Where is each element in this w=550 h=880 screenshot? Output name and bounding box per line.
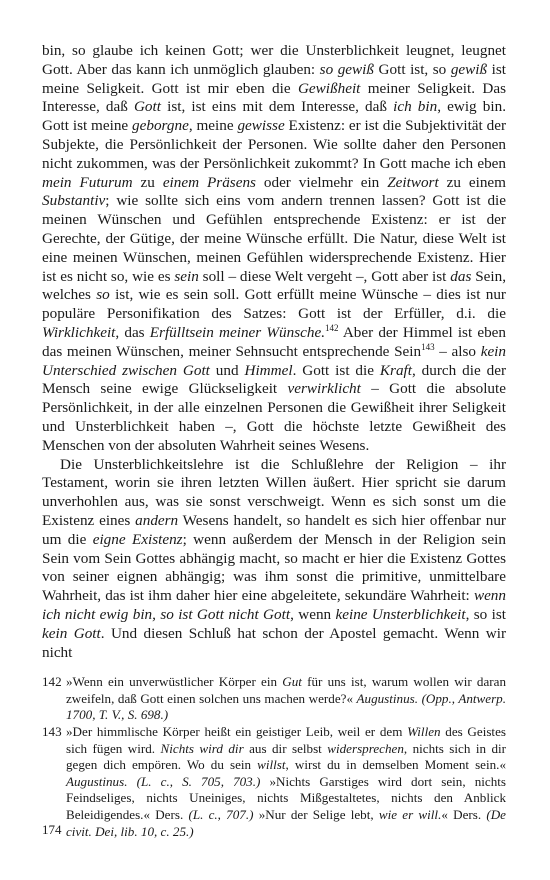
footnote-ref: 142 bbox=[325, 322, 339, 333]
text-run: »Nur der Selige lebt, bbox=[253, 807, 379, 823]
emphasis: verwirklicht bbox=[287, 380, 361, 398]
text-run: meiner Seligkeit. Das Interesse, daß bbox=[42, 79, 506, 116]
text-run: , nichts sich in dir gegen dich empören. Wo du sein bbox=[66, 740, 507, 773]
text-run: Gott ist, so bbox=[374, 60, 451, 78]
emphasis: widersprechen bbox=[327, 740, 404, 756]
text-run: . Und diesen Schluß hat schon der Apostel gemacht. Wenn wir nicht bbox=[42, 624, 507, 661]
text-run: – Gott die absolute Persönlichkeit, in der alle einzelnen Personen die Gewißheit ihrer Seligkeit und Unsterblichkeit haben –, Gott die höchste letzte Gewißheit des Menschen von der absoluten Wahrheit seines Wesens. bbox=[42, 380, 506, 454]
text-run: , wenn bbox=[290, 605, 336, 623]
main-text bbox=[42, 42, 506, 662]
emphasis: sein bbox=[174, 267, 199, 285]
text-run: oder vielmehr ein bbox=[255, 173, 388, 191]
emphasis: ich bin bbox=[393, 98, 438, 116]
paragraph-1 bbox=[42, 42, 506, 456]
footnote-number: 143 bbox=[42, 724, 62, 740]
footnote bbox=[42, 724, 506, 840]
text-run: – also bbox=[434, 342, 481, 360]
footnote bbox=[42, 674, 506, 724]
footnote-text bbox=[66, 724, 506, 840]
text-run: für uns ist, warum wollen wir daran zweifeln, daß Gott einen solchen uns machen werde?« bbox=[66, 674, 506, 706]
footnote-number: 142 bbox=[42, 674, 62, 690]
emphasis: Kraft bbox=[379, 361, 412, 379]
text-run: , durch die der Mensch seine ewige Glückseligkeit bbox=[42, 361, 507, 398]
text-run: und bbox=[209, 361, 245, 379]
text-run: Wesens handelt, so handelt es sich hier offenbar nur um die bbox=[42, 511, 506, 548]
emphasis: (De civit. Dei, lib. 10, c. 25.) bbox=[66, 807, 506, 839]
text-run: ; wie sollte sich eins vom andern trennen lassen? Gott ist die meinen Wünschen und Gefühlen entsprechende Existenz: er ist der Gerechte, der Gütige, der meine Wünsche erfüllt. Die Natur, diese Welt ist eine meinen Wünschen, meinen Gefühlen widersprechende Existenz. Hier ist es nicht so, wie es bbox=[42, 192, 506, 285]
text-run: aus dir selbst bbox=[243, 740, 328, 756]
footnote-ref: 143 bbox=[421, 341, 435, 352]
emphasis: gewiß bbox=[450, 60, 488, 78]
emphasis: geborgne bbox=[132, 117, 189, 135]
emphasis: keine Unsterblichkeit bbox=[335, 605, 466, 623]
book-page bbox=[42, 42, 506, 840]
emphasis: Augustinus. (Opp., Antwerp. 1700, T. V., S. 698.) bbox=[66, 690, 506, 723]
text-run: ist, ist eins mit dem Interesse, daß bbox=[160, 98, 394, 116]
paragraph-2 bbox=[42, 456, 506, 663]
text-run: Sein, welches bbox=[42, 267, 507, 304]
emphasis: so gewiß bbox=[319, 60, 374, 78]
text-run: . Gott ist die bbox=[292, 361, 380, 379]
emphasis: wenn ich nicht ewig bin, so ist Gott nicht Gott bbox=[42, 587, 506, 623]
text-run: »Nichts Garstiges wird dort sein, nichts Feindseliges, nichts Uneiniges, nichts Mißgestaltetes, nichts den Anblick Beleidigendes.« Ders. bbox=[66, 773, 507, 823]
emphasis: Substantiv bbox=[42, 192, 106, 210]
text-run: ; wenn außerdem der Mensch in der Religion sein Sein vom Sein Gottes abhängig macht, so macht er hier die Existenz Gottes von seiner eignen abhängig; was ihm sonst die primitive, unmittelbare Wahrheit, das ist ihm daher hier eine abgeleitete, sekundäre Wahrheit: bbox=[42, 530, 506, 605]
text-run: , ewig bin. Gott ist meine bbox=[42, 98, 506, 135]
emphasis: das bbox=[450, 267, 472, 285]
emphasis: Gott bbox=[133, 98, 161, 116]
footnote-text bbox=[66, 674, 506, 724]
text-run: »Der himmlische Körper heißt ein geistiger Leib, weil er dem bbox=[66, 724, 408, 740]
text-run: Existenz: er ist die Subjektivität der Subjekte, die Persönlichkeit der Personen. Wie sollte daher den Personen nicht zukommen, was der Persönlichkeit zukommt? In Gott mache ich eben bbox=[42, 117, 507, 172]
text-run: , wirst du in demselben Moment sein.« bbox=[285, 757, 506, 773]
emphasis: gewisse bbox=[237, 117, 285, 135]
text-run: ist, wie es sein soll. Gott erfüllt meine Wünsche – dies ist nur populäre Personifikation des Satzes: Gott ist der Erfüller, d.i. die bbox=[42, 286, 506, 323]
text-run: ist meine Seligkeit. Gott ist mir eben die bbox=[42, 60, 506, 97]
text-run: Aber der Himmel ist eben das meinen Wünschen, meiner Sehnsucht entsprechende Sein bbox=[42, 323, 506, 360]
emphasis: so bbox=[96, 286, 110, 304]
emphasis: wie er will. bbox=[378, 807, 442, 823]
emphasis: willst bbox=[257, 757, 286, 773]
emphasis: einem Präsens bbox=[162, 173, 256, 191]
emphasis: kein Unterschied zwischen Gott bbox=[42, 342, 506, 379]
emphasis: kein Gott bbox=[42, 624, 101, 642]
text-run: bin, so glaube ich keinen Gott; wer die Unsterblichkeit leugnet, leugnet Gott. Aber das kann ich unmöglich glauben: bbox=[42, 42, 506, 78]
emphasis: Gewißheit bbox=[297, 79, 361, 97]
emphasis: mein Futurum bbox=[42, 173, 133, 191]
text-run: soll – diese Welt vergeht –, Gott aber ist bbox=[198, 267, 451, 285]
emphasis: Zeitwort bbox=[387, 173, 439, 191]
emphasis: eigne Existenz bbox=[92, 530, 183, 548]
emphasis: Himmel bbox=[244, 361, 293, 379]
text-run: , das bbox=[115, 323, 150, 341]
emphasis: Gut bbox=[282, 674, 302, 690]
emphasis: (L. c., 707.) bbox=[188, 807, 254, 823]
text-run: zu bbox=[132, 173, 163, 191]
emphasis: Erfülltsein meiner Wünsche. bbox=[149, 323, 325, 341]
footnotes bbox=[42, 674, 506, 840]
emphasis: Nichts wird dir bbox=[160, 740, 244, 756]
text-run: Die Unsterblichkeitslehre ist die Schlußlehre der Religion – ihr Testament, worin sie ihren letzten Willen äußert. Hier spricht sie darum unverhohlen aus, was sie sonst verschweigt. Wenn es sich sonst um die Existenz eines bbox=[42, 455, 506, 529]
page-number: 174 bbox=[42, 822, 62, 837]
text-run: zu einem bbox=[438, 173, 506, 191]
emphasis: Augustinus. (L. c., S. 705, 703.) bbox=[66, 773, 261, 789]
emphasis: andern bbox=[135, 511, 179, 529]
emphasis: Willen bbox=[407, 724, 441, 740]
text-run: , so ist bbox=[465, 605, 506, 623]
text-run: « Ders. bbox=[441, 807, 487, 823]
text-run: , meine bbox=[188, 117, 238, 135]
emphasis: Wirklichkeit bbox=[42, 323, 116, 341]
text-run: »Wenn ein unverwüstlicher Körper ein bbox=[66, 674, 283, 690]
text-run: des Geistes sich fügen wird. bbox=[66, 724, 506, 756]
